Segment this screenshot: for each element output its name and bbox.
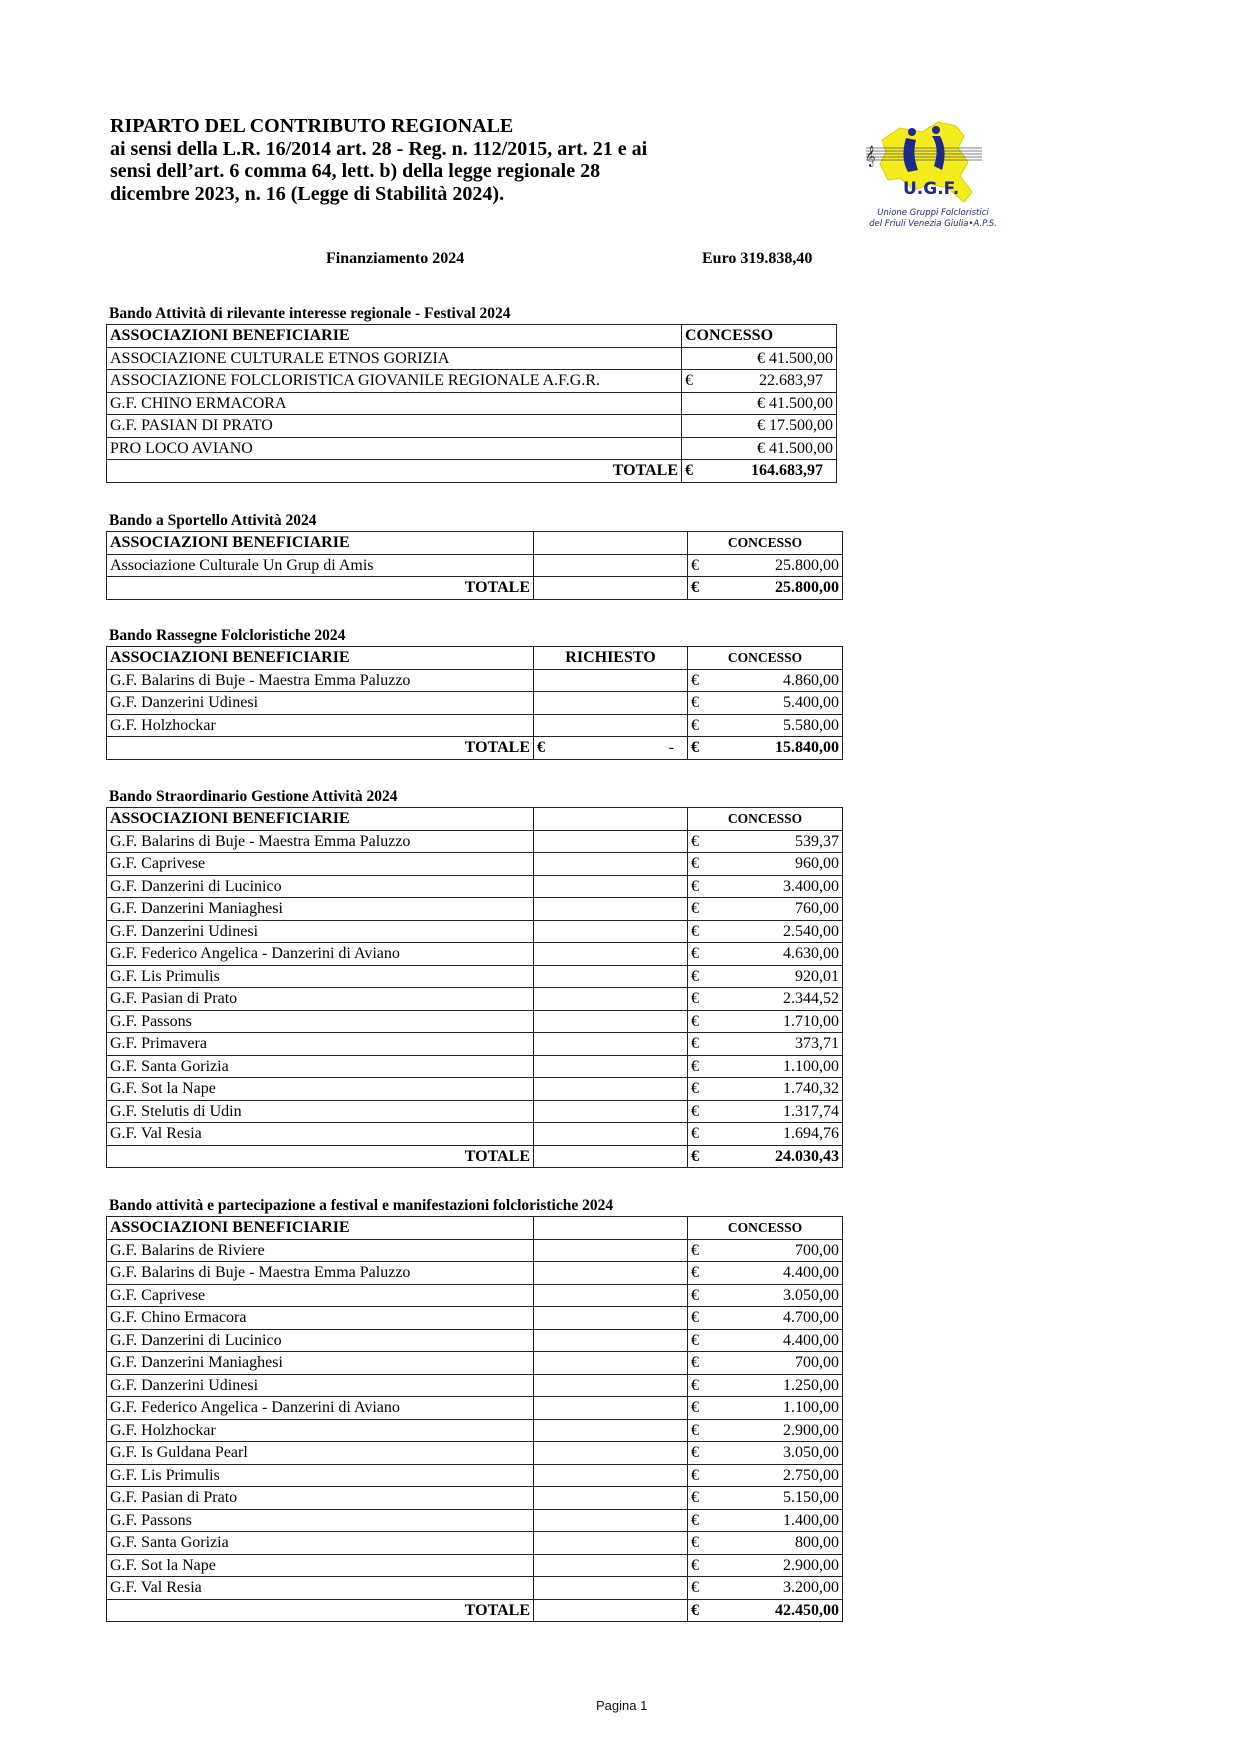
row-amount — [688, 898, 843, 921]
header-granted: CONCESSO — [688, 1217, 843, 1240]
row-amount — [688, 853, 843, 876]
row-requested — [534, 554, 688, 577]
row-name: G.F. Chino Ermacora — [107, 1307, 534, 1330]
amount-value: 5.580,00 — [783, 716, 839, 734]
euro-symbol: € — [691, 945, 699, 963]
euro-symbol: € — [691, 1125, 699, 1143]
header-empty — [534, 1217, 688, 1240]
total-label: TOTALE — [107, 1145, 534, 1168]
amount-value: - — [668, 739, 674, 757]
row-name: G.F. Danzerini di Lucinico — [107, 1329, 534, 1352]
row-amount — [688, 1442, 843, 1465]
total-row — [107, 1145, 843, 1168]
header-associations: ASSOCIAZIONI BENEFICIARIE — [107, 325, 682, 348]
amount-value: 2.540,00 — [783, 922, 839, 940]
row-name: G.F. Pasian di Prato — [107, 1487, 534, 1510]
amount-value: 1.740,32 — [783, 1080, 839, 1098]
euro-symbol: € — [691, 1376, 699, 1394]
row-requested — [534, 898, 688, 921]
financing-value: Euro 319.838,40 — [702, 250, 813, 267]
page-number: Pagina 1 — [596, 1698, 648, 1713]
row-name: G.F. Danzerini Udinesi — [107, 692, 534, 715]
euro-symbol: € — [691, 1035, 699, 1053]
row-name: G.F. Santa Gorizia — [107, 1532, 534, 1555]
table-row — [107, 554, 843, 577]
amount-value: 700,00 — [795, 1354, 839, 1372]
euro-symbol: € — [691, 967, 699, 985]
row-name: G.F. Caprivese — [107, 853, 534, 876]
logo-caption-line: del Friuli Venezia Giulia•A.P.S. — [869, 219, 997, 229]
row-name: G.F. Pasian di Prato — [107, 988, 534, 1011]
row-requested — [534, 1509, 688, 1532]
table-row — [107, 1442, 843, 1465]
table-row — [107, 1577, 843, 1600]
header-empty — [534, 532, 688, 555]
row-requested — [534, 965, 688, 988]
amount-value: 1.400,00 — [783, 1511, 839, 1529]
row-requested — [534, 943, 688, 966]
section-title: Bando attività e partecipazione a festival e manifestazioni folcloristiche 2024 — [109, 1197, 614, 1214]
table-row — [107, 415, 837, 438]
row-requested — [534, 1464, 688, 1487]
amount-value: 960,00 — [795, 855, 839, 873]
euro-symbol: € — [691, 855, 699, 873]
straordinario-table — [106, 807, 843, 1168]
row-amount — [688, 1033, 843, 1056]
euro-symbol: € — [691, 990, 699, 1008]
table-row — [107, 1078, 843, 1101]
total-label: TOTALE — [107, 737, 534, 760]
total-label: TOTALE — [107, 460, 682, 483]
row-name: G.F. Holzhockar — [107, 714, 534, 737]
row-requested — [534, 853, 688, 876]
amount-value: 4.860,00 — [783, 671, 839, 689]
row-amount — [688, 1284, 843, 1307]
amount-value: 3.050,00 — [783, 1444, 839, 1462]
row-requested — [534, 1239, 688, 1262]
amount-value: 22.683,97 — [759, 372, 823, 390]
table-row — [107, 1307, 843, 1330]
sportello-table — [106, 531, 843, 600]
euro-symbol: € — [691, 556, 699, 574]
amount-value: 164.683,97 — [751, 462, 823, 480]
row-name: G.F. Val Resia — [107, 1123, 534, 1146]
total-amount — [688, 1145, 843, 1168]
table-header-row — [107, 325, 837, 348]
rassegne-table — [106, 646, 843, 760]
row-name: G.F. Holzhockar — [107, 1419, 534, 1442]
amount-value: 539,37 — [795, 832, 839, 850]
row-requested — [534, 988, 688, 1011]
table-row — [107, 1010, 843, 1033]
euro-symbol: € — [537, 739, 545, 757]
amount-value: 2.900,00 — [783, 1556, 839, 1574]
row-name: G.F. Caprivese — [107, 1284, 534, 1307]
row-name: G.F. Danzerini di Lucinico — [107, 875, 534, 898]
section-title: Bando a Sportello Attività 2024 — [109, 512, 317, 529]
row-requested — [534, 830, 688, 853]
logo-caption — [858, 208, 1008, 230]
amount-value: 920,01 — [795, 967, 839, 985]
title-line: ai sensi della L.R. 16/2014 art. 28 - Reg. n. 112/2015, art. 21 e ai — [110, 137, 648, 160]
row-requested — [534, 1554, 688, 1577]
total-amount — [688, 577, 843, 600]
euro-symbol: € — [691, 1286, 699, 1304]
header-granted: CONCESSO — [688, 532, 843, 555]
row-name: G.F. Sot la Nape — [107, 1554, 534, 1577]
table-row — [107, 988, 843, 1011]
row-requested — [534, 1532, 688, 1555]
svg-text:U.G.F.: U.G.F. — [903, 179, 960, 199]
euro-symbol: € — [691, 1309, 699, 1327]
row-amount — [688, 1509, 843, 1532]
header-associations: ASSOCIAZIONI BENEFICIARIE — [107, 532, 534, 555]
euro-symbol: € — [691, 579, 699, 597]
title-line: sensi dell’art. 6 comma 64, lett. b) della legge regionale 28 — [110, 160, 601, 182]
table-row — [107, 437, 837, 460]
table-header-row — [107, 1217, 843, 1240]
euro-symbol: € — [691, 1421, 699, 1439]
row-amount — [688, 1329, 843, 1352]
row-requested — [534, 1100, 688, 1123]
row-amount — [688, 1532, 843, 1555]
row-name: G.F. PASIAN DI PRATO — [107, 415, 682, 438]
row-amount — [688, 1397, 843, 1420]
row-name: G.F. Federico Angelica - Danzerini di Aviano — [107, 943, 534, 966]
row-requested — [534, 875, 688, 898]
euro-symbol: € — [691, 671, 699, 689]
row-requested — [534, 1442, 688, 1465]
euro-symbol: € — [691, 1264, 699, 1282]
table-row — [107, 347, 837, 370]
row-name: ASSOCIAZIONE FOLCLORISTICA GIOVANILE REGIONALE A.F.G.R. — [107, 370, 682, 393]
header-associations: ASSOCIAZIONI BENEFICIARIE — [107, 808, 534, 831]
row-requested — [534, 1078, 688, 1101]
total-label: TOTALE — [107, 1599, 534, 1622]
row-amount — [688, 692, 843, 715]
amount-value: 15.840,00 — [775, 739, 839, 757]
amount-value: 42.450,00 — [775, 1601, 839, 1619]
amount-value: 1.710,00 — [783, 1012, 839, 1030]
title-line: RIPARTO DEL CONTRIBUTO REGIONALE — [110, 115, 514, 137]
document-title — [110, 115, 690, 205]
table-row — [107, 714, 843, 737]
amount-value: 2.900,00 — [783, 1421, 839, 1439]
table-row — [107, 1352, 843, 1375]
euro-symbol: € — [691, 1466, 699, 1484]
row-requested — [534, 1262, 688, 1285]
amount-value: 1.100,00 — [783, 1057, 839, 1075]
logo-caption-line: Unione Gruppi Folcloristici — [877, 208, 989, 218]
row-name: G.F. Balarins de Riviere — [107, 1239, 534, 1262]
table-header-row — [107, 532, 843, 555]
header-granted: CONCESSO — [688, 808, 843, 831]
table-row — [107, 1532, 843, 1555]
row-name: G.F. Stelutis di Udin — [107, 1100, 534, 1123]
euro-symbol: € — [691, 1080, 699, 1098]
amount-value: 4.400,00 — [783, 1331, 839, 1349]
svg-text:𝄞: 𝄞 — [865, 146, 876, 167]
row-name: G.F. Balarins di Buje - Maestra Emma Paluzzo — [107, 1262, 534, 1285]
euro-symbol: € — [691, 1556, 699, 1574]
row-name: G.F. Primavera — [107, 1033, 534, 1056]
table-row — [107, 1419, 843, 1442]
row-requested — [534, 1284, 688, 1307]
euro-symbol: € — [691, 1102, 699, 1120]
amount-value: 25.800,00 — [775, 556, 839, 574]
header-empty — [534, 808, 688, 831]
row-name: G.F. Federico Angelica - Danzerini di Aviano — [107, 1397, 534, 1420]
header-associations: ASSOCIAZIONI BENEFICIARIE — [107, 1217, 534, 1240]
header-granted: CONCESSO — [682, 325, 837, 348]
table-row — [107, 1509, 843, 1532]
financing-label: Finanziamento 2024 — [326, 250, 465, 267]
festival-table — [106, 324, 837, 483]
row-requested — [534, 714, 688, 737]
row-amount — [688, 1374, 843, 1397]
total-row — [107, 577, 843, 600]
row-name: G.F. Lis Primulis — [107, 965, 534, 988]
festival-participation-table — [106, 1216, 843, 1622]
table-row — [107, 1487, 843, 1510]
row-amount — [688, 1554, 843, 1577]
row-amount — [688, 1464, 843, 1487]
table-row — [107, 875, 843, 898]
total-amount — [688, 1599, 843, 1622]
row-name: G.F. Lis Primulis — [107, 1464, 534, 1487]
euro-symbol: € — [691, 1354, 699, 1372]
total-requested — [534, 577, 688, 600]
row-name: G.F. Balarins di Buje - Maestra Emma Paluzzo — [107, 669, 534, 692]
euro-symbol: € — [691, 877, 699, 895]
amount-value: 3.050,00 — [783, 1286, 839, 1304]
table-row — [107, 1100, 843, 1123]
row-requested — [534, 1329, 688, 1352]
row-requested — [534, 1307, 688, 1330]
euro-symbol: € — [691, 739, 699, 757]
amount-value: 1.250,00 — [783, 1376, 839, 1394]
row-amount — [688, 1577, 843, 1600]
row-amount — [688, 554, 843, 577]
row-amount — [688, 920, 843, 943]
euro-symbol: € — [685, 462, 693, 480]
table-row — [107, 943, 843, 966]
euro-symbol: € — [691, 922, 699, 940]
row-name: PRO LOCO AVIANO — [107, 437, 682, 460]
table-row — [107, 1055, 843, 1078]
amount-value: 5.400,00 — [783, 694, 839, 712]
table-row — [107, 1374, 843, 1397]
row-name: G.F. Sot la Nape — [107, 1078, 534, 1101]
table-row — [107, 370, 837, 393]
euro-symbol: € — [691, 832, 699, 850]
row-requested — [534, 1123, 688, 1146]
table-row — [107, 1033, 843, 1056]
row-amount — [688, 988, 843, 1011]
row-name: G.F. Passons — [107, 1509, 534, 1532]
euro-symbol: € — [691, 1399, 699, 1417]
row-requested — [534, 1010, 688, 1033]
table-row — [107, 692, 843, 715]
row-amount: € 41.500,00 — [682, 347, 837, 370]
row-name: G.F. Danzerini Udinesi — [107, 1374, 534, 1397]
row-name: G.F. Danzerini Maniaghesi — [107, 898, 534, 921]
row-amount — [688, 1100, 843, 1123]
euro-symbol: € — [685, 372, 693, 390]
amount-value: 2.344,52 — [783, 990, 839, 1008]
row-requested — [534, 1055, 688, 1078]
total-requested — [534, 1599, 688, 1622]
table-row — [107, 965, 843, 988]
row-amount — [688, 1239, 843, 1262]
total-row — [107, 737, 843, 760]
row-amount — [688, 875, 843, 898]
table-row — [107, 1397, 843, 1420]
row-requested — [534, 1374, 688, 1397]
table-header-row — [107, 647, 843, 670]
table-row — [107, 669, 843, 692]
row-amount — [688, 1123, 843, 1146]
total-row — [107, 1599, 843, 1622]
row-name: G.F. Val Resia — [107, 1577, 534, 1600]
header-granted: CONCESSO — [688, 647, 843, 670]
row-amount — [688, 1078, 843, 1101]
table-row — [107, 1329, 843, 1352]
row-amount: € 41.500,00 — [682, 392, 837, 415]
total-row — [107, 460, 837, 483]
table-row — [107, 898, 843, 921]
header-associations: ASSOCIAZIONI BENEFICIARIE — [107, 647, 534, 670]
total-label: TOTALE — [107, 577, 534, 600]
table-row — [107, 853, 843, 876]
row-amount — [688, 1487, 843, 1510]
row-amount — [688, 1307, 843, 1330]
euro-symbol: € — [691, 1331, 699, 1349]
euro-symbol: € — [691, 1534, 699, 1552]
section-title: Bando Attività di rilevante interesse regionale - Festival 2024 — [109, 305, 511, 322]
euro-symbol: € — [691, 900, 699, 918]
amount-value: 4.630,00 — [783, 945, 839, 963]
row-name: Associazione Culturale Un Grup di Amis — [107, 554, 534, 577]
table-header-row — [107, 808, 843, 831]
amount-value: 3.200,00 — [783, 1579, 839, 1597]
row-name: ASSOCIAZIONE CULTURALE ETNOS GORIZIA — [107, 347, 682, 370]
euro-symbol: € — [691, 1057, 699, 1075]
amount-value: 1.317,74 — [783, 1102, 839, 1120]
euro-symbol: € — [691, 694, 699, 712]
total-amount — [682, 460, 837, 483]
amount-value: 5.150,00 — [783, 1489, 839, 1507]
euro-symbol: € — [691, 1012, 699, 1030]
row-amount — [688, 830, 843, 853]
row-amount — [688, 669, 843, 692]
row-amount — [688, 1262, 843, 1285]
amount-value: 1.694,76 — [783, 1125, 839, 1143]
row-name: G.F. Danzerini Maniaghesi — [107, 1352, 534, 1375]
row-amount: € 41.500,00 — [682, 437, 837, 460]
total-requested — [534, 737, 688, 760]
euro-symbol: € — [691, 1444, 699, 1462]
table-row — [107, 1239, 843, 1262]
euro-symbol: € — [691, 1241, 699, 1259]
row-requested — [534, 1397, 688, 1420]
total-requested — [534, 1145, 688, 1168]
section-title: Bando Rassegne Folcloristiche 2024 — [109, 627, 346, 644]
amount-value: 3.400,00 — [783, 877, 839, 895]
row-amount: € 17.500,00 — [682, 415, 837, 438]
row-name: G.F. Balarins di Buje - Maestra Emma Paluzzo — [107, 830, 534, 853]
amount-value: 760,00 — [795, 900, 839, 918]
table-row — [107, 1262, 843, 1285]
row-requested — [534, 1487, 688, 1510]
row-name: G.F. Danzerini Udinesi — [107, 920, 534, 943]
euro-symbol: € — [691, 1511, 699, 1529]
row-name: G.F. Passons — [107, 1010, 534, 1033]
row-name: G.F. Santa Gorizia — [107, 1055, 534, 1078]
amount-value: 24.030,43 — [775, 1147, 839, 1165]
row-amount — [688, 943, 843, 966]
row-name: G.F. CHINO ERMACORA — [107, 392, 682, 415]
row-amount — [688, 1419, 843, 1442]
row-amount — [688, 965, 843, 988]
amount-value: 4.700,00 — [783, 1309, 839, 1327]
row-name: G.F. Is Guldana Pearl — [107, 1442, 534, 1465]
table-row — [107, 1123, 843, 1146]
row-amount — [688, 1055, 843, 1078]
amount-value: 373,71 — [795, 1035, 839, 1053]
euro-symbol: € — [691, 716, 699, 734]
header-requested: RICHIESTO — [534, 647, 688, 670]
euro-symbol: € — [691, 1147, 699, 1165]
row-amount — [682, 370, 837, 393]
euro-symbol: € — [691, 1601, 699, 1619]
row-amount — [688, 1010, 843, 1033]
table-row — [107, 392, 837, 415]
amount-value: 4.400,00 — [783, 1264, 839, 1282]
row-amount — [688, 714, 843, 737]
euro-symbol: € — [691, 1579, 699, 1597]
amount-value: 25.800,00 — [775, 579, 839, 597]
total-amount — [688, 737, 843, 760]
table-row — [107, 920, 843, 943]
table-row — [107, 1284, 843, 1307]
ugf-map-icon — [860, 118, 1000, 213]
euro-symbol: € — [691, 1489, 699, 1507]
amount-value: 2.750,00 — [783, 1466, 839, 1484]
amount-value: 800,00 — [795, 1534, 839, 1552]
table-row — [107, 1464, 843, 1487]
row-requested — [534, 1033, 688, 1056]
row-requested — [534, 1577, 688, 1600]
row-requested — [534, 920, 688, 943]
row-amount — [688, 1352, 843, 1375]
amount-value: 700,00 — [795, 1241, 839, 1259]
row-requested — [534, 1419, 688, 1442]
table-row — [107, 1554, 843, 1577]
amount-value: 1.100,00 — [783, 1399, 839, 1417]
section-title: Bando Straordinario Gestione Attività 2024 — [109, 788, 398, 805]
row-requested — [534, 692, 688, 715]
table-row — [107, 830, 843, 853]
row-requested — [534, 1352, 688, 1375]
title-line: dicembre 2023, n. 16 (Legge di Stabilità 2024). — [110, 182, 505, 205]
row-requested — [534, 669, 688, 692]
